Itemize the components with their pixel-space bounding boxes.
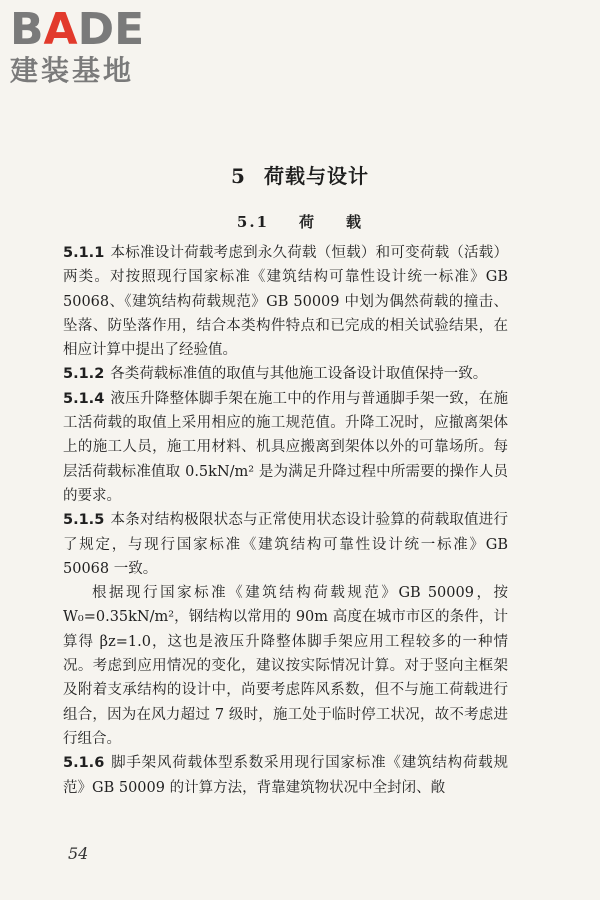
clause-5-1-4: 5.1.4 液压升降整体脚手架在施工中的作用与普通脚手架一致，在施工活荷载的取值上采用相应的施工规范值。升降工况时，应撤离架体上的施工人员，施工用材料、机具应搬离到架体以外的可靠场所。每层活荷载标准值取 0.5kN/m² 是为满足升降过程中所需要的操作人员的要求。 xyxy=(63,390,508,504)
chapter-title-text: 荷载与设计 xyxy=(263,164,369,188)
clause-5-1-6: 5.1.6 脚手架风荷载体型系数采用现行国家标准《建筑结构荷载规范》GB 50009 的计算方法，背靠建筑物状况中全封闭、敞 xyxy=(63,755,508,796)
clause-5-1-5: 5.1.5 本条对结构极限状态与正常使用状态设计验算的荷载取值进行了规定，与现行国家标准《建筑结构可靠性设计统一标准》GB 50068 一致。 xyxy=(63,512,508,577)
clause-5-1-2: 5.1.2 各类荷载标准值的取值与其他施工设备设计取值保持一致。 xyxy=(63,366,488,383)
page-number: 54 xyxy=(68,844,89,863)
wind-load-paragraph: 根据现行国家标准《建筑结构荷载规范》GB 50009，按 W₀=0.35kN/m²，钢结构以常用的 90m 高度在城市市区的条件，计算得 βz=1.0，这也是液压升降整体脚手架应用工程较多的一种情况。考虑到应用情况的变化，建议按实际情况计算。对于竖向主框架及附着支承结构的设计中，尚要考虑阵风系数，但不与施工荷载进行组合，因为在风力超过 7 级时，施工处于临时停工状况，故不考虑进行组合。 xyxy=(63,585,508,747)
logo-brand-text: BADE xyxy=(10,4,145,55)
logo-subtitle: 建装基地 xyxy=(10,54,135,87)
chapter-number: 5 xyxy=(231,164,246,188)
bade-logo xyxy=(10,4,175,88)
chapter-title xyxy=(0,160,600,189)
section-number: 5.1 xyxy=(236,213,270,231)
document-body xyxy=(63,241,508,800)
clause-5-1-1: 5.1.1 本标准设计荷载考虑到永久荷载（恒载）和可变荷载（活载）两类。对按照现行国家标准《建筑结构可靠性设计统一标准》GB 50068、《建筑结构荷载规范》GB 50009 中划为偶然荷载的撞击、坠落、防坠落作用，结合本类构件特点和已完成的相关试验结果，在相应计算中提出了经验值。 xyxy=(63,245,508,359)
section-title: 5.1 荷 载 xyxy=(236,213,364,231)
